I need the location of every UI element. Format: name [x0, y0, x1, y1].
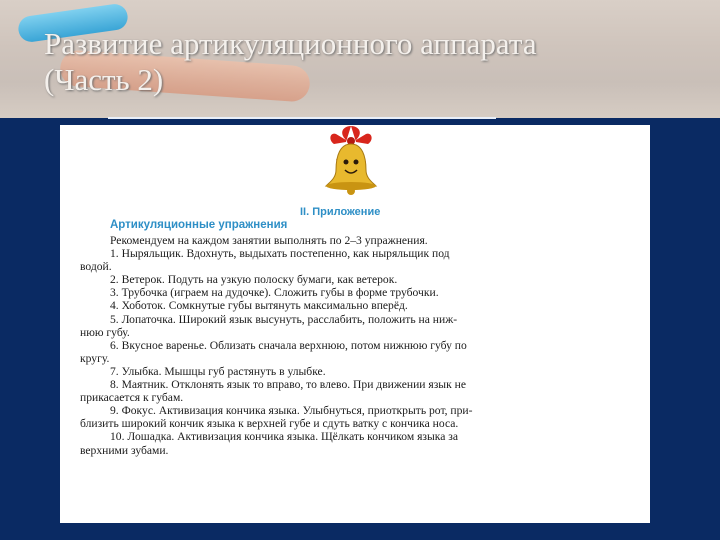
slide-title-line1: Развитие артикуляционного аппарата: [44, 26, 537, 61]
text-line: 9. Фокус. Активизация кончика языка. Улыбнуться, приоткрыть рот, при-: [110, 404, 473, 418]
text-line: 5. Лопаточка. Широкий язык высунуть, расслабить, положить на ниж-: [110, 312, 458, 326]
title-banner: [0, 0, 720, 118]
text-line: 6. Вкусное варенье. Облизать сначала верхнюю, потом нижнюю губу по: [110, 338, 467, 352]
slide-title-line2: (Часть 2): [44, 62, 164, 97]
document-subheading: Артикуляционные упражнения: [110, 219, 288, 231]
text-line: 3. Трубочка (играем на дудочке). Сложить губы в форме трубочки.: [110, 286, 439, 300]
text-line: прикасается к губам.: [80, 391, 184, 405]
text-line: водой.: [80, 260, 112, 274]
text-line: 7. Улыбка. Мышцы губ растянуть в улыбке.: [110, 364, 326, 378]
text-line: верхними зубами.: [80, 443, 169, 457]
slide-title: [44, 26, 704, 98]
text-line: 10. Лошадка. Активизация кончика языка. Щёлкать кончиком языка за: [110, 430, 459, 444]
text-line: нюю губу.: [80, 325, 130, 339]
text-line: 4. Хоботок. Сомкнутые губы вытянуть максимально вперёд.: [110, 299, 408, 313]
text-line: кругу.: [80, 351, 110, 365]
text-line: близить широкий кончик языка к верхней губе и сдуть ватку с кончика носа.: [80, 417, 459, 431]
document-heading: II. Приложение: [300, 206, 381, 218]
text-line: Рекомендуем на каждом занятии выполнять по 2–3 упражнения.: [110, 234, 428, 247]
text-line: 1. Ныряльщик. Вдохнуть, выдыхать постепенно, как ныряльщик под: [110, 247, 450, 261]
text-line: 8. Маятник. Отклонять язык то вправо, то влево. При движении язык не: [110, 378, 466, 392]
exercise-list: [80, 234, 628, 457]
text-line: 2. Ветерок. Подуть на узкую полоску бумаги, как ветерок.: [110, 273, 398, 287]
divider: [108, 117, 496, 119]
bell-icon: [316, 122, 386, 198]
